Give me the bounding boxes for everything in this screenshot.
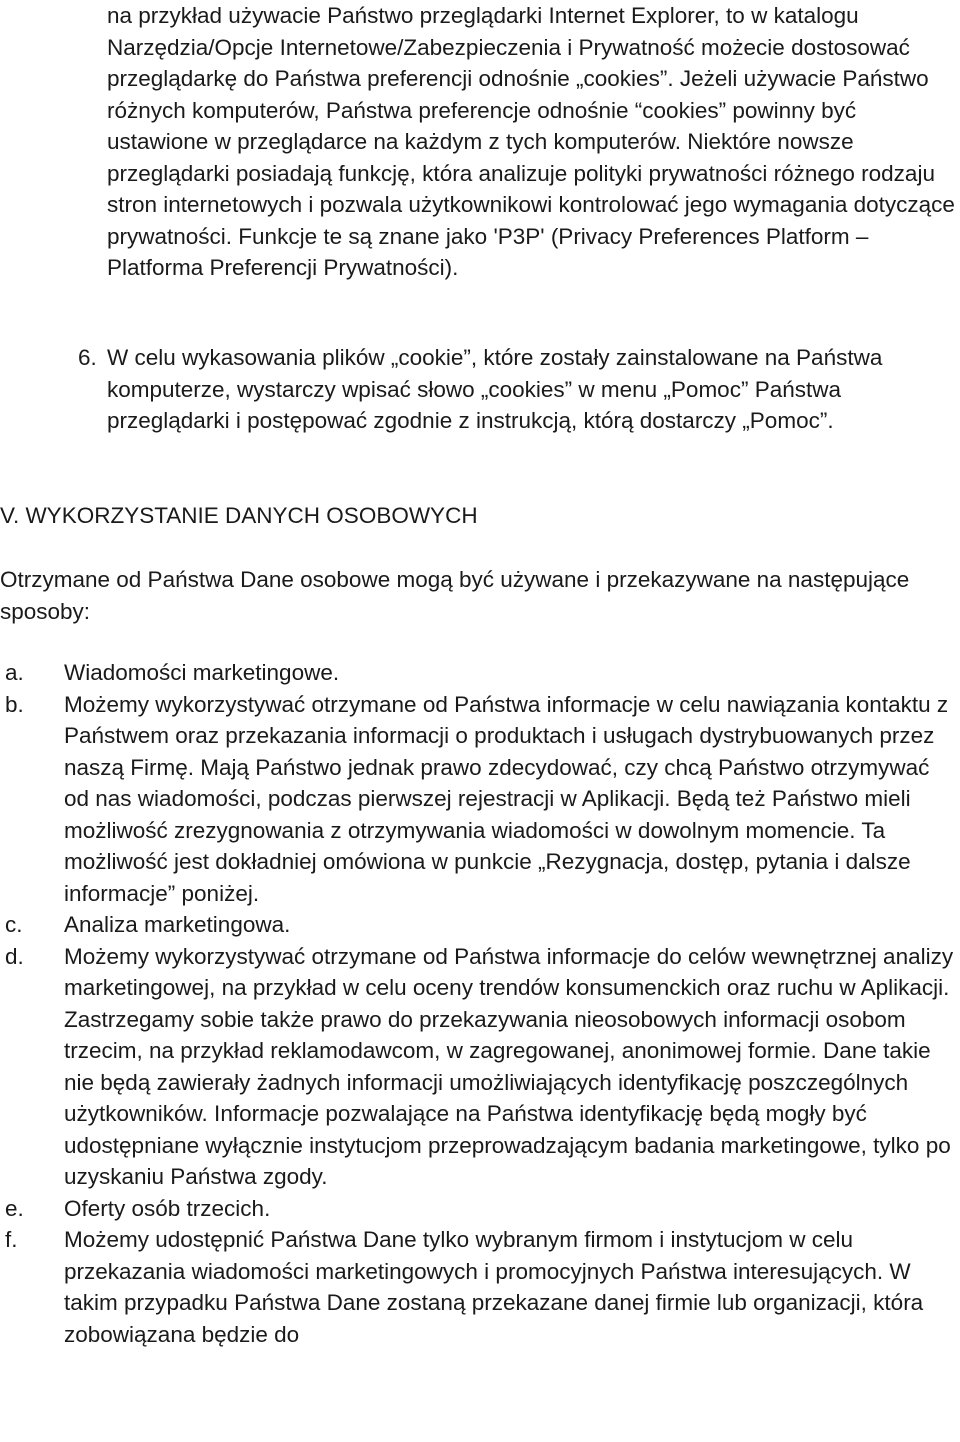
list-item-text: Możemy udostępnić Państwa Dane tylko wybranym firmom i instytucjom w celu przekazania wiadomości marketingowych i promocyjnych Państwa interesujących. W takim przypadku Państwa Dane zostaną przekazane danej firmie lub organizacji, która zobowiązana będzie do (64, 1227, 924, 1347)
list-item-text: Możemy wykorzystywać otrzymane od Państwa informacje do celów wewnętrznej analizy marketingowej, na przykład w celu oceny trendów konsumenckich oraz ruchu w Aplikacji. Zastrzegamy sobie także prawo do przekazywania nieosobowych informacji osobom trzecim, na przykład reklamodawcom, w zagregowanej, anonimowej formie. Dane takie nie będą zawierały żadnych informacji umożliwiających identyfikację poszczególnych użytkowników. Informacje pozwalające na Państwa identyfikację będą mogły być udostępniane wyłącznie instytucjom przeprowadzającym badania marketingowe, tylko po uzyskaniu Państwa zgody. (64, 943, 954, 1189)
item-text: W celu wykasowania plików „cookie”, które zostały zainstalowane na Państwa komputerze, wystarczy wpisać słowo „cookies” w menu „Pomoc” Państwa przeglądarki i postępować zgodnie z instrukcją, którą dostarczy „Pomoc”. (107, 345, 883, 433)
list-item-c (0, 909, 960, 941)
list-item-a (0, 657, 960, 689)
list-marker: c. (5, 912, 23, 937)
list-item-text: Analiza marketingowa. (64, 912, 291, 937)
list-item-d (0, 941, 960, 1193)
numbered-item-6 (78, 342, 958, 437)
list-marker: b. (5, 691, 24, 717)
list-item-text: Oferty osób trzecich. (64, 1195, 271, 1221)
list-marker: f. (5, 1227, 18, 1252)
list-marker: d. (5, 943, 24, 969)
list-marker: e. (5, 1195, 24, 1221)
continued-paragraph: na przykład używacie Państwo przeglądarki Internet Explorer, to w katalogu Narzędzia/Opcje Internetowe/Zabezpieczenia i Prywatność możecie dostosować przeglądarkę do Państwa preferencji odnośnie „cookies”. Jeżeli używacie Państwo różnych komputerów, Państwa preferencje odnośnie “cookies” powinny być ustawione w przeglądarce na każdym z tych komputerów. Niektóre nowsze przeglądarki posiadają funkcję, która analizuje polityki prywatności różnego rodzaju stron internetowych i pozwala użytkownikowi kontrolować jego wymagania dotyczące prywatności. Funkcje te są znane jako 'P3P' (Privacy Preferences Platform – Platforma Preferencji Prywatności). (107, 3, 955, 280)
list-marker: a. (5, 660, 24, 685)
list-item-e (0, 1193, 960, 1225)
list-item-text: Wiadomości marketingowe. (64, 660, 340, 685)
list-item-f (0, 1224, 960, 1350)
section-intro: Otrzymane od Państwa Dane osobowe mogą być używane i przekazywane na następujące sposoby: (0, 567, 910, 624)
list-item-text: Możemy wykorzystywać otrzymane od Państwa informacje w celu nawiązania kontaktu z Państwem oraz przekazania informacji o produktach i usługach dystrybuowanych przez naszą Firmę. Mają Państwo jednak prawo zdecydować, czy chcą Państwo otrzymywać od nas wiadomości, podczas pierwszej rejestracji w Aplikacji. Będą też Państwo mieli możliwość zrezygnowania z otrzymywania wiadomości w dowolnym momencie. Ta możliwość jest dokładniej omówiona w punkcie „Rezygnacja, dostęp, pytania i dalsze informacje” poniżej. (64, 691, 949, 906)
section-heading: V. WYKORZYSTANIE DANYCH OSOBOWYCH (0, 503, 478, 528)
list-item-b (0, 689, 960, 910)
item-number: 6. (78, 345, 97, 370)
usage-list (0, 657, 960, 1350)
